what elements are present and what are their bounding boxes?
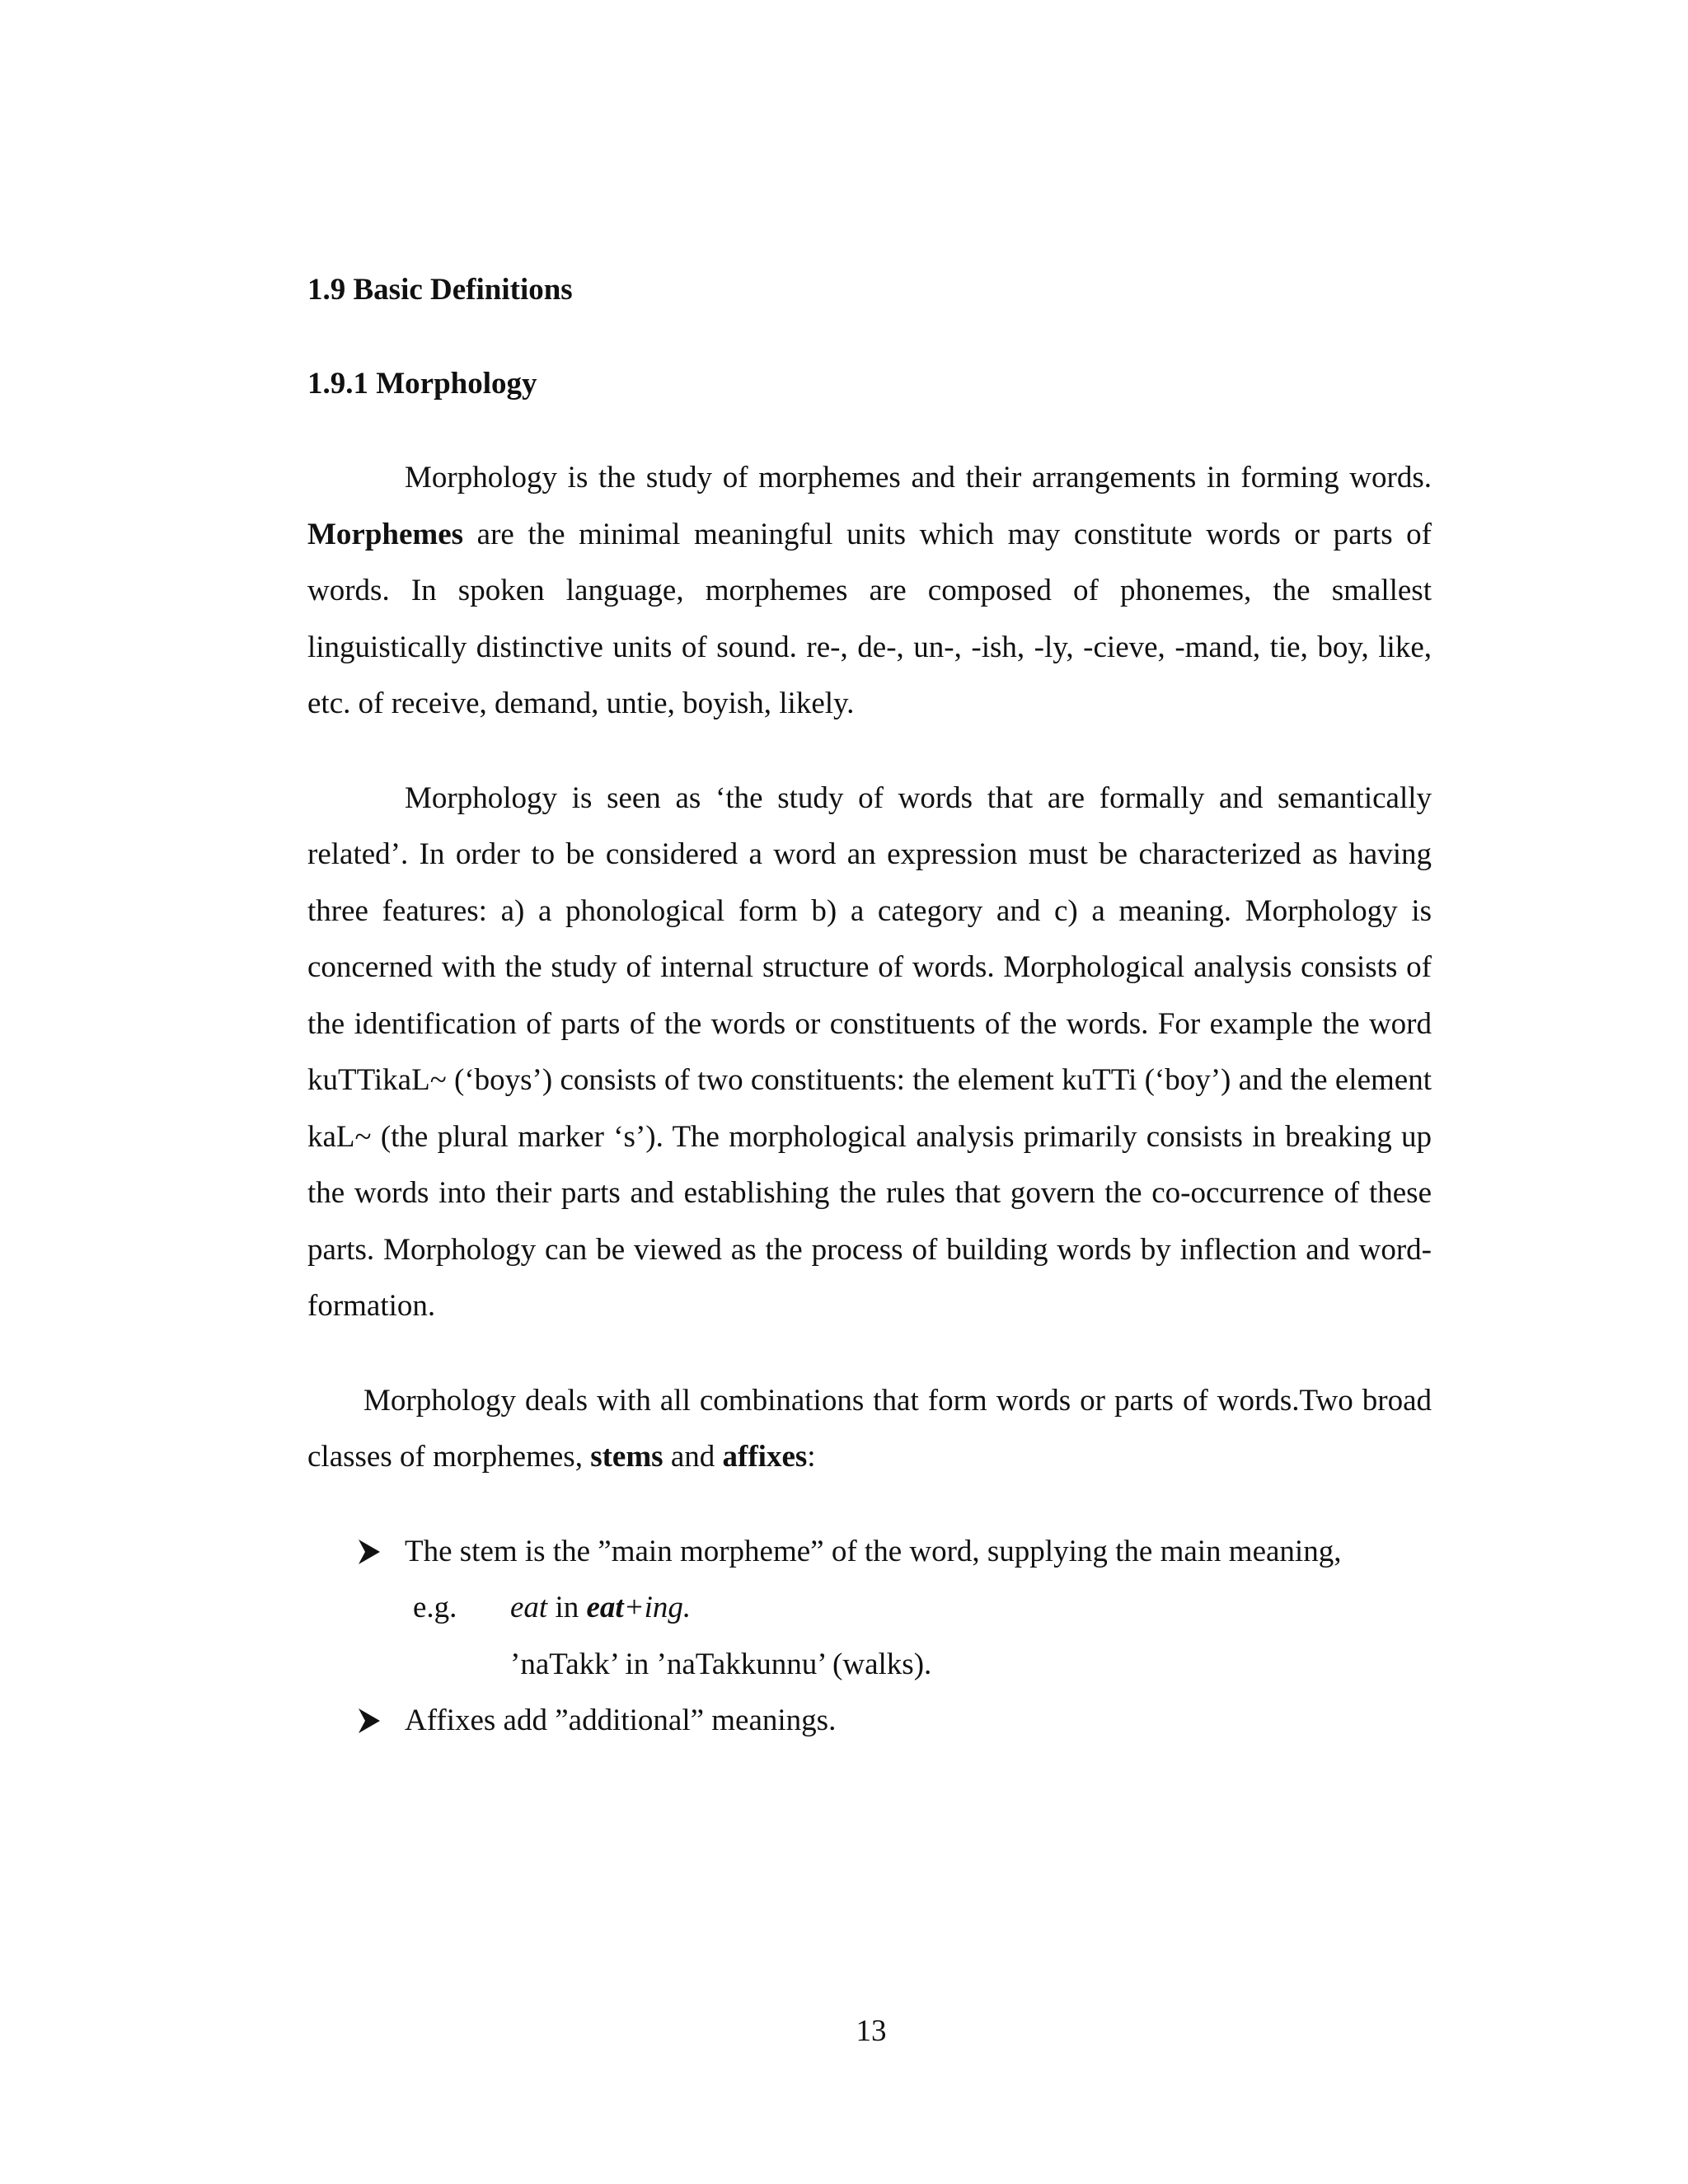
- paragraph-2: Morphology is seen as ‘the study of words that are formally and semantically related’. In order to be considered a word an expression must be characterized as having three features: a) a phonological form b) a category and c) a meaning. Morphology is concerned with the study of internal structure of words. Morphological analysis consists of the identification of parts of the words or constituents of the words. For example the word kuTTikaL~ (‘boys’) consists of two constituents: the element kuTTi (‘boy’) and the element kaL~ (the plural marker ‘s’). The morphological analysis primarily consists in breaking up the words into their parts and establishing the rules that govern the co-occurrence of these parts. Morphology can be viewed as the process of building words by inflection and word-formation.: [307, 780, 1432, 1323]
- page-content: [307, 262, 1432, 1750]
- example-word: eat: [510, 1591, 548, 1624]
- example-label: e.g.: [413, 1591, 457, 1624]
- arrow-bullet-icon: [359, 1540, 380, 1564]
- paragraph-3-text-c: :: [807, 1440, 816, 1474]
- paragraph-3: [307, 1373, 1432, 1486]
- bullet-stem-text: The stem is the ”main morpheme” of the word, supplying the main meaning,: [405, 1534, 1342, 1568]
- arrow-bullet-icon: [359, 1708, 380, 1733]
- paragraph-3-text-a: Morphology deals with all combinations that form words or parts of words.Two broad classes of morphemes,: [307, 1383, 1432, 1474]
- paragraph-1-text-b: are the minimal meaningful units which may constitute words or parts of words. In spoken language, morphemes are composed of phonemes, the smallest linguistically distinctive units of sound. re-, de-, un-, -ish, -ly, -cieve, -mand, tie, boy, like, etc. of receive, demand, untie, boyish, likely.: [307, 517, 1432, 720]
- bullet-item-affixes: [307, 1693, 1432, 1750]
- example-malayalam: ’naTakk’ in ’naTakkunnu’ (walks).: [510, 1647, 932, 1681]
- paragraph-3-text-b: and: [663, 1440, 723, 1474]
- bullet-list: [307, 1524, 1432, 1750]
- term-affixes: affixes: [722, 1440, 808, 1474]
- bullet-affixes-text: Affixes add ”additional” meanings.: [405, 1704, 837, 1737]
- example-line-1: [307, 1580, 1432, 1637]
- example-stem-bold: eat: [586, 1591, 624, 1624]
- subsection-heading: 1.9.1 Morphology: [307, 367, 537, 401]
- bullet-item-stem: [307, 1524, 1432, 1581]
- paragraph-1: [307, 450, 1432, 733]
- example-suffix: +ing.: [623, 1591, 692, 1624]
- example-line-2: [307, 1637, 1432, 1694]
- section-heading: 1.9 Basic Definitions: [307, 273, 573, 307]
- example-in: in: [547, 1591, 587, 1624]
- term-stems: stems: [590, 1440, 663, 1474]
- paragraph-1-text-a: Morphology is the study of morphemes and their arrangements in forming words.: [405, 461, 1432, 494]
- term-morphemes: Morphemes: [307, 517, 464, 551]
- page-number: 13: [856, 2014, 887, 2048]
